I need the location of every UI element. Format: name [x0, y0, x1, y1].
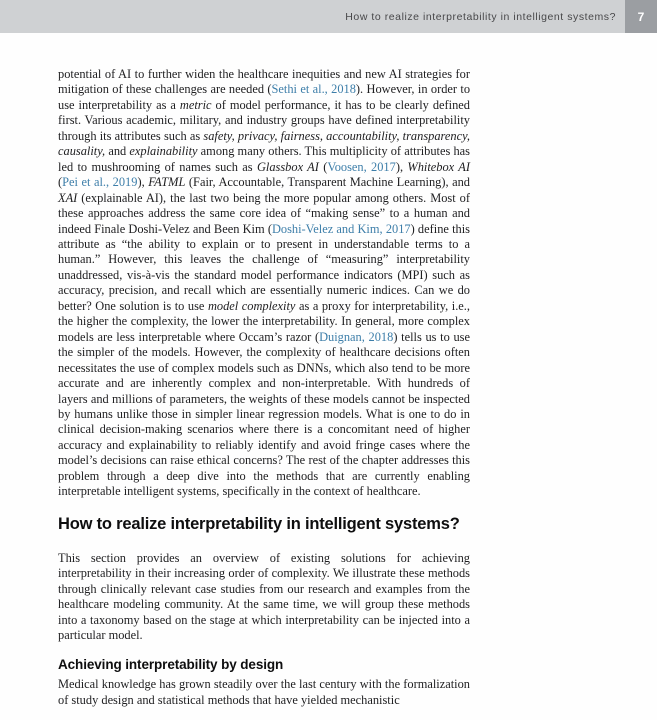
citation-link[interactable]: Doshi-Velez and Kim, 2017: [271, 221, 411, 236]
body-text: (: [58, 175, 63, 190]
citation-link[interactable]: Pei et al., 2019: [62, 175, 138, 190]
page-content: [58, 33, 470, 708]
body-text: as a proxy for interpretability, i.e., the higher the complexity, the lower the interpretability. In general, more complex models are less interpretable where Occam’s razor (: [58, 298, 470, 344]
section-heading: How to realize interpretability in intelligent systems?: [58, 514, 460, 533]
page-header: [0, 0, 657, 33]
body-text: This section provides an overview of existing solutions for achieving interpretability in their increasing order of complexity. We illustrate these methods through clinically relevant case studies from our research and examples from the healthcare modeling community. At the same time, we will group these methods into a taxonomy based on the stage at which interpretability can be injected into a particular model.: [58, 550, 470, 642]
paragraph-section-overview: [58, 551, 470, 644]
body-text: and: [105, 144, 130, 159]
body-text: among many others. This multiplicity of attributes has led to mushrooming of names such as: [58, 144, 470, 174]
italic-text: metric: [179, 97, 212, 112]
italic-text: safety, privacy, fairness, accountability, transparency, causality,: [58, 128, 471, 159]
paragraph-subsection: [58, 677, 470, 708]
italic-text: Whitebox AI: [407, 159, 470, 174]
body-text: Medical knowledge has grown steadily over the last century with the formalization of study design and statistical methods that have yielded mechanistic: [58, 677, 470, 707]
body-text: (explainable AI), the last two being the more popular among others. Most of these approaches address the same core idea of “making sense” to a human and indeed Finale Doshi-Velez and Been Kim (: [58, 190, 470, 236]
italic-text: Glassbox AI: [256, 159, 319, 174]
body-text: ) define this attribute as “the ability to explain or to present in understandable terms to a human.” However, this leaves the challenge of “measuring” interpretability unaddressed, vis-à-vis the standard model performance indicators (MPI) such as accuracy, precision, and recall which are essentially numeric indices. Can we do better? One solution is to use: [58, 221, 470, 313]
page-number-badge: [625, 0, 657, 33]
body-text: of model performance, it has to be clearly defined first. Various academic, military, and industry groups have defined interpretability through its attributes such as: [58, 97, 470, 143]
italic-text: model complexity: [207, 298, 296, 313]
body-text: potential of AI to further widen the healthcare inequities and new AI strategies for mitigation of these challenges are needed (: [58, 67, 470, 97]
body-text: ). However, in order to use interpretability as a: [58, 82, 471, 112]
page-number: 7: [637, 9, 645, 24]
body-text: ),: [137, 175, 149, 190]
citation-link[interactable]: Voosen, 2017: [327, 159, 396, 174]
italic-text: FATML: [148, 175, 186, 190]
body-text: ),: [395, 159, 408, 174]
italic-text: XAI: [58, 190, 78, 205]
body-text: ) tells us to use the simpler of the models. However, the complexity of healthcare decisions often necessitates the use of complex models such as DNNs, which also tend to be more accurate and are inherently complex and non-interpretable. With hundreds of layers and millions of parameters, the weights of these models cannot be inspected by humans unlike those in simpler linear regression models. What is one to do in clinical decision-making scenarios where there is a concomitant need of higher accuracy and explainability to reliably identify and avoid fringe cases where the model’s decisions can raise ethical concerns? The rest of the chapter addresses this problem through a deep dive into the methods that are currently enabling interpretable intelligent systems, specifically in the context of healthcare.: [58, 329, 470, 499]
italic-text: explainability: [129, 144, 198, 159]
body-text: (Fair, Accountable, Transparent Machine Learning), and: [185, 175, 470, 190]
subsection-heading: Achieving interpretability by design: [58, 657, 284, 673]
citation-link[interactable]: Duignan, 2018: [319, 329, 394, 344]
citation-link[interactable]: Sethi et al., 2018: [271, 82, 356, 97]
body-text: (: [318, 159, 328, 174]
running-head-title: How to realize interpretability in intelligent systems?: [345, 10, 616, 23]
paragraph-intro: [58, 67, 470, 500]
